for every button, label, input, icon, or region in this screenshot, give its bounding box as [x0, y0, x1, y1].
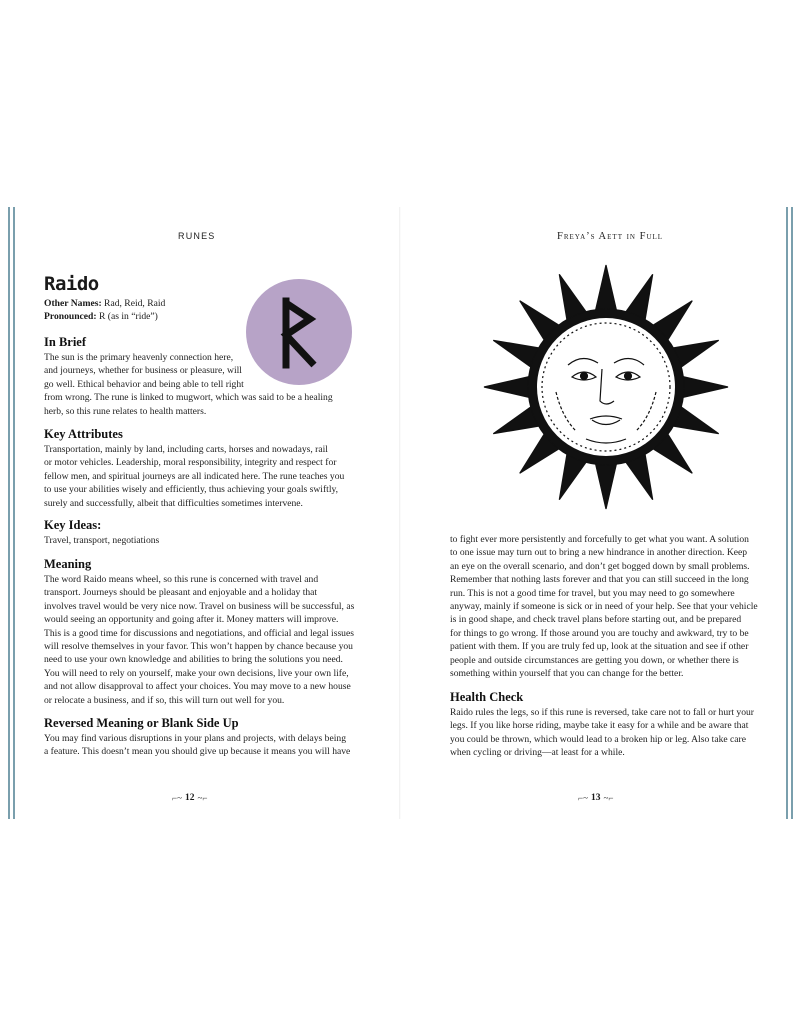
pronunciation — [44, 310, 158, 323]
text-line: and journeys, whether for business or pleasure, will — [44, 365, 242, 377]
key-ideas-text — [44, 534, 354, 547]
running-head-left: RUNES — [178, 231, 216, 241]
other-names-label: Other Names: — [44, 298, 102, 309]
text-line: a feature. This doesn’t mean you should give up because it means you will have — [44, 746, 351, 758]
page-number: 12 — [184, 793, 195, 803]
text-line: you could be thrown, which would lead to a broken hip or leg. Also take care — [450, 733, 746, 745]
section-heading-health-check: Health Check — [450, 690, 524, 704]
page-edge-line — [791, 207, 793, 819]
text-line: something within yourself that you can change for the better. — [450, 668, 684, 680]
text-line: need to use your own knowledge and abilities to bring the solutions you need. — [44, 654, 343, 666]
text-line: You will need to rely on yourself, make your own decisions, live your own life, — [44, 667, 349, 679]
text-line: to fight ever more persistently and forcefully to get what you want. A solution — [450, 534, 749, 545]
text-line: go well. Ethical behavior and being able to tell right — [44, 378, 244, 390]
page-number-left — [172, 793, 207, 803]
section-heading-meaning: Meaning — [44, 557, 92, 571]
text-line: run. This is not a good time for travel, but you may need to go somewhere — [450, 587, 735, 599]
text-line: Transportation, mainly by land, including carts, horses and nowadays, rail — [44, 444, 328, 455]
pronounced-label: Pronounced: — [44, 311, 97, 322]
text-line: to one issue may turn out to bring a new hindrance in another direction. Keep — [450, 547, 748, 559]
text-line: patient with them. If you are truly fed up, look at the situation and see if other — [450, 641, 749, 653]
text-line: surely and successfully, albeit that difficulties sometimes intervene. — [44, 497, 303, 509]
text-line: legs. If you like horse riding, maybe take it easy for a while and be aware that — [450, 720, 749, 732]
text-line: is in good shape, and check travel plans before starting out, and be prepared — [450, 614, 742, 626]
text-line: an eye on the overall scenario, and don’t get bogged down by small problems. — [450, 560, 750, 572]
text-line: This is a good time for discussions and negotiations, and official and legal issues — [44, 627, 354, 639]
text-line: or motor vehicles. Leadership, moral responsibility, integrity and respect for — [44, 457, 337, 469]
section-heading-in-brief: In Brief — [44, 335, 87, 349]
text-line: will resolve themselves in your favor. This won’t happen by chance because you — [44, 641, 353, 653]
text-line: would seeing an opportunity and going after it. Money matters will improve. — [44, 614, 339, 626]
ornament-left-icon: ⌐~ — [172, 793, 182, 803]
text-line: for things to go wrong. If those around you are touchy and awkward, try to be — [450, 627, 749, 639]
section-heading-reversed-meaning: Reversed Meaning or Blank Side Up — [44, 716, 239, 730]
section-heading-key-ideas: Key Ideas: — [44, 518, 102, 532]
sun-face-icon — [481, 262, 731, 512]
pronounced-value: R (as in “ride”) — [99, 311, 158, 322]
text-line: Remember that nothing lasts forever and that you can still succeed in the long — [450, 574, 749, 586]
text-line: and not allow disapproval to affect your choices. You may move to a new house — [44, 681, 351, 693]
text-line: to use your abilities wisely and efficiently, thus achieving your goals swiftly, — [44, 484, 339, 496]
text-line: The word Raido means wheel, so this rune is concerned with travel and — [44, 574, 319, 585]
ornament-right-icon: ~⌐ — [603, 793, 614, 803]
text-line: from wrong. The rune is linked to mugwort, which was said to be a healing — [44, 392, 333, 404]
text-line: or relocate a business, and if so, this will turn out well for you. — [44, 694, 285, 706]
reversed-meaning-text — [44, 732, 354, 759]
text-line: people and outside circumstances are getting you down, or whether there is — [450, 654, 739, 666]
text-line: You may find various disruptions in your plans and projects, with delays being — [44, 733, 346, 744]
section-heading-key-attributes: Key Attributes — [44, 427, 123, 441]
text-line: transport. Journeys should be pleasant and enjoyable and a holiday that — [44, 587, 318, 599]
page-number-right — [578, 793, 613, 803]
text-line: when cycling or driving—at least for a while. — [450, 747, 625, 759]
page-number: 13 — [590, 793, 601, 803]
text-line: anyway, mainly if someone is sick or in need of your help. See that your vehicle — [450, 601, 758, 613]
in-brief-text — [44, 351, 354, 418]
ornament-right-icon: ~⌐ — [197, 793, 208, 803]
text-line: fellow men, and spiritual journeys are all indicated here. The rune teaches you — [44, 470, 345, 482]
meaning-text — [44, 573, 354, 707]
health-check-text — [450, 706, 760, 760]
running-head-right: Freya’s Aett in Full — [557, 231, 664, 242]
text-line: involves travel would be very nice now. Travel on business will be successful, as — [44, 600, 355, 612]
text-line: herb, so this rune relates to health matters. — [44, 405, 207, 417]
other-names — [44, 297, 165, 310]
key-attributes-text — [44, 443, 354, 510]
ornament-left-icon: ⌐~ — [578, 793, 588, 803]
right-page — [401, 207, 790, 819]
text-line: The sun is the primary heavenly connection here, — [44, 352, 234, 363]
text-line: Travel, transport, negotiations — [44, 535, 160, 546]
reversed-meaning-continued-text — [450, 533, 760, 680]
left-page — [10, 207, 399, 819]
other-names-value: Rad, Reid, Raid — [104, 298, 166, 309]
rune-title: Raido — [44, 273, 99, 295]
text-line: Raido rules the legs, so if this rune is reversed, take care not to fall or hurt your — [450, 707, 754, 718]
